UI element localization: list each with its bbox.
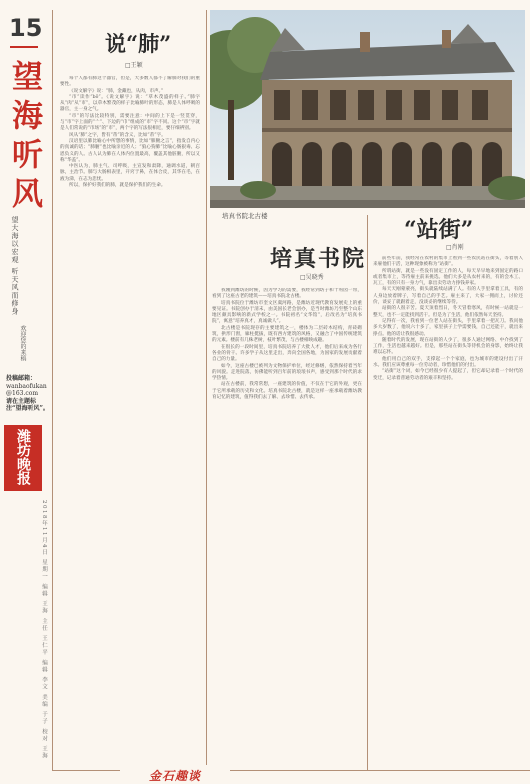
article3-paragraph: 前些年前，我经常在农村的集市上看到一些农民站在街头，等着别人来雇他们干活，这种现象被称为“站街”。 — [373, 256, 523, 268]
photo-caption: 培真书院北古楼 — [222, 212, 268, 220]
article1-paragraph: 中医认为，肺主气、司呼吸，主宣发和肃降，通调水道，朝百脉，主治节。肺与大肠相表里，开窍于鼻，在体合皮，其华在毛，在液为涕，在志为悲忧。 — [60, 164, 200, 182]
article3-paragraph: 每天天刚蒙蒙亮，街头就陆续站满了人。有的人手里拿着工具，有的人身边放着牌子，写着自己的手艺。雇主来了，大家一拥而上，讨价还价，谈妥了就跟着走，没谈妥的继续等待。 — [373, 287, 523, 306]
contribution-slogan: 欢迎您的来稿 — [19, 325, 26, 361]
building-photo-illustration — [210, 10, 525, 208]
email-box — [6, 375, 50, 413]
article3-author: □肖刚 — [446, 244, 464, 251]
article1-body — [60, 76, 200, 766]
article2-paragraph: 如今，这座古楼已被列为文物保护单位，经过修缮，依然保持着当年的风貌。走进院落，仿佛能听到百年前的琅琅书声，感受到那个时代的求学热情。 — [212, 363, 362, 382]
column-title: 望海听风 — [6, 60, 42, 216]
article3-paragraph: 所谓站街，就是一些没有固定工作的人，每天早早地来到固定的路口或者集市上，等待雇主前来挑选。他们大多是从农村来的，有的会木工、瓦工，有的只有一身力气，靠出卖劳动力挣钱养家。 — [373, 268, 523, 287]
article3-paragraph: 随着时代的发展，现在站街的人少了，很多人通过网络、中介找到了工作，生活也越来越好。但是，那些站在街头等待机会的身影，始终让我难以忘怀。 — [373, 337, 523, 356]
email-label: 投稿邮箱： — [6, 375, 37, 382]
article2-paragraph: 站在古楼前，我常常想，一座建筑的价值，不仅在于它的外观，更在于它所承载的历史和文化。培真书院北古楼，就是这样一座承载着潍坊教育记忆的建筑，值得我们去了解、去珍惜、去传承。 — [212, 382, 362, 401]
building-photo — [210, 10, 525, 208]
divider-1 — [206, 10, 207, 770]
article2-body — [212, 288, 362, 764]
article1-paragraph: “市”读作“bō”。《说文解字》说：“草木茂盛的样子。”肺字从“肉”从“市”，以草木繁茂的样子比喻肺叶的形态，肺是人体呼吸的器官，主一身之气。 — [60, 94, 200, 113]
article1-paragraph: 《说文解字》说：“肺，金藏也，从肉，市声。” — [69, 88, 164, 94]
article1-paragraph: 风从“肺”之字，皆有“芾”的含义，比如“芾”字。 — [69, 132, 166, 138]
article2-title: 培真书院 — [270, 246, 367, 272]
newspaper-logo-text: 潍坊晚报 — [15, 429, 31, 485]
article3-body — [373, 256, 523, 764]
article3-paragraph: 记得有一次，我看到一位老人站在街头，手里拿着一把瓦刀。我问他多大岁数了，他说六十多了，家里孩子上学需要钱，自己还能干，就出来挣点。他的话让我很感动。 — [373, 318, 523, 337]
article3-paragraph: “站街”这个词，如今已经很少有人提起了，但它却记录着一个时代的变迁，记录着普通劳动者的艰辛和坚持。 — [373, 369, 523, 381]
divider-left — [52, 10, 53, 770]
article3-paragraph: 他们用自己的双手，支撑起一个个家庭，也为城市的建设付出了汗水。我们应该尊重每一位劳动者，珍惜他们的付出。 — [373, 356, 523, 369]
email-address[interactable]: wanbaofukan@163.com — [6, 382, 47, 397]
newspaper-logo — [4, 425, 42, 491]
page-number: 15 — [9, 14, 43, 42]
article3-title: “站街” — [404, 217, 474, 243]
article1-paragraph: 每个人都有肺这个器官，但是，大多数人都不了解肺对我们的重要性。 — [60, 76, 200, 88]
email-note: 请在主题标注“望海听风”。 — [6, 397, 49, 412]
article2-paragraph: 北古楼是书院现存的主要建筑之一，楼体为二层砖木结构，青砖砌筑，拱形门窗，廊柱挺拔，既有西方建筑的风格，又融合了中国传统建筑的元素。楼前有几株老树，枝叶繁茂，与古楼相映成趣。 — [212, 325, 362, 344]
article1-paragraph: 所以，保护好我们的肺，就是保护我们的生命。 — [69, 183, 166, 189]
article2-paragraph: 培真书院位于潍坊市奎文区虞河路，是潍坊近现代教育发展史上的重要见证。书院创办于清末，由美国长老会创办，是当时潍坊乃至整个山东地区颇具影响的新式学校之一。书院初名“文华馆”，后改名为“培真书院”，寓意“培养真才，真诚做人”。 — [212, 300, 362, 325]
footer-banner-text: 金石趣谈 — [148, 769, 201, 783]
article1-paragraph: “市”的写法比较特别，需要注意：中间的上下是一竖贯穿，与“市”字上面的“亠”、下边的“巾”组成的“市”字不同。这个“市”字就是人们常说的“市场”的“市”，两个字的写法很相近，要仔细辨别。 — [60, 113, 200, 132]
footer-banner — [120, 765, 230, 781]
issue-credits: 2018年11月4日 星期一 编辑 王海 主任 王仁平 编辑 李文 美编 于子 校对 王海 — [41, 500, 47, 760]
article2-paragraph: 在很长的一段时间里，培真书院培养了大批人才，他们后来成为各行各业的骨干。许多学子从这里走出，奔向全国各地，为国家的发展贡献着自己的力量。 — [212, 344, 362, 363]
page-number-rule — [10, 46, 38, 48]
column-motto: 望大海以宏观 听天风而修身 — [11, 216, 19, 316]
article1-title: 说“肺” — [105, 31, 172, 56]
article2-paragraph: 我刚到潍坊的时候，因为学习的需要，我经常到坊子和十笏园一带，看到了这座古老的建筑——培真书院北古楼。 — [212, 288, 362, 300]
divider-2 — [367, 215, 368, 770]
article1-paragraph: 汉语里以肺比喻心中所想的事情，比如“肺腑之言”，指发自内心的真诚的话；“肺腑”也比喻亲近的人；“狼心狗肺”比喻心肠狠毒、忘恩负义的人。古人认为肺在人体内位置最高，覆盖其他脏腑，所以又称“华盖”。 — [60, 138, 200, 163]
article2-author: □吴晓秀 — [300, 274, 324, 281]
article3-paragraph: 站街的人很辛苦。夏天顶着烈日，冬天冒着寒风，有时候一站就是一整天，也不一定能找到活干。但是为了生活，他们依然每天坚持。 — [373, 306, 523, 318]
article1-author: □王颖 — [125, 62, 143, 69]
